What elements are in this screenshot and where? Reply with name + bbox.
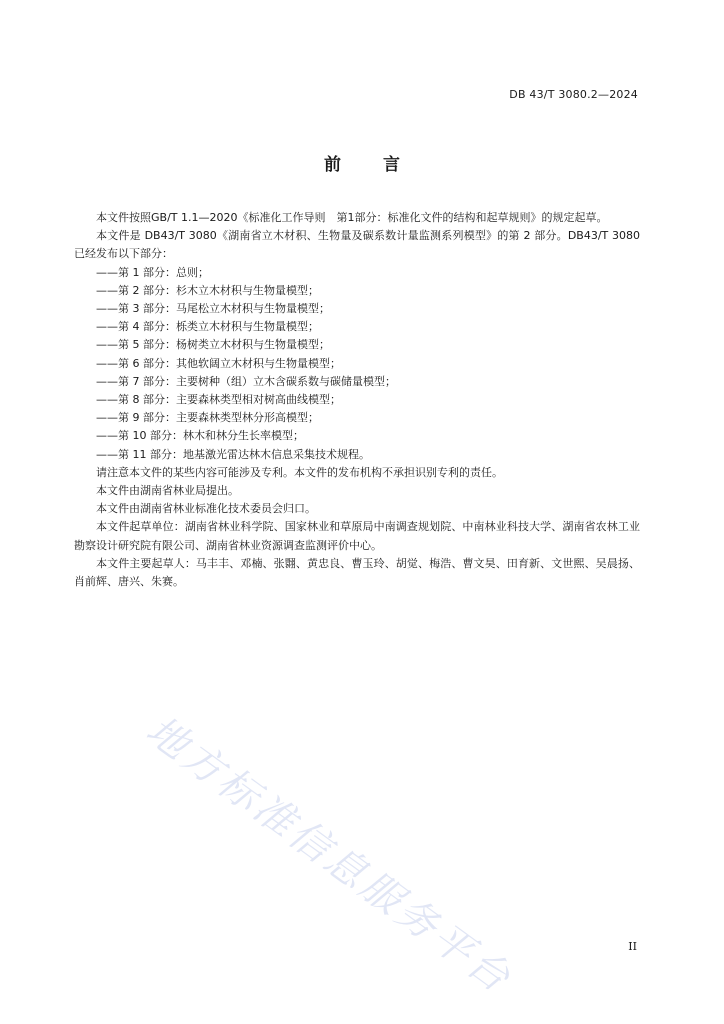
list-item: ——第 11 部分：地基激光雷达林木信息采集技术规程。 bbox=[96, 447, 370, 461]
parts-list bbox=[74, 264, 640, 464]
paragraph-patent-notice: 请注意本文件的某些内容可能涉及专利。本文件的发布机构不承担识别专利的责任。 bbox=[96, 465, 503, 479]
list-item: ——第 2 部分：杉木立木材积与生物量模型； bbox=[96, 283, 319, 297]
document-code: DB 43/T 3080.2—2024 bbox=[509, 88, 638, 101]
paragraph-series-intro: 本文件是 DB43/T 3080《湖南省立木材积、生物量及碳系数计量监测系列模型》的第 2 部分。DB43/T 3080 已经发布以下部分： bbox=[74, 229, 640, 261]
page-title: 前言 bbox=[324, 155, 442, 175]
list-item: ——第 10 部分：林木和林分生长率模型； bbox=[96, 429, 304, 443]
list-item: ——第 7 部分：主要树种（组）立木含碳系数与碳储量模型； bbox=[96, 374, 396, 388]
list-item: ——第 3 部分：马尾松立木材积与生物量模型； bbox=[96, 302, 330, 316]
list-item: ——第 1 部分：总则； bbox=[96, 265, 209, 279]
list-item: ——第 5 部分：杨树类立木材积与生物量模型； bbox=[96, 338, 330, 352]
paragraph-drafting-units: 本文件起草单位：湖南省林业科学院、国家林业和草原局中南调查规划院、中南林业科技大学、湖南省农林工业勘察设计研究院有限公司、湖南省林业资源调查监测评价中心。 bbox=[74, 520, 640, 552]
list-item: ——第 6 部分：其他软阔立木材积与生物量模型； bbox=[96, 356, 341, 370]
watermark: 地方标准信息服务平台 bbox=[137, 707, 521, 1004]
list-item: ——第 8 部分：主要森林类型相对树高曲线模型； bbox=[96, 393, 341, 407]
page-number: II bbox=[628, 940, 637, 953]
paragraph-drafting-rules: 本文件按照GB/T 1.1—2020《标准化工作导则 第1部分：标准化文件的结构和起草规则》的规定起草。 bbox=[96, 211, 608, 224]
list-item: ——第 4 部分：栎类立木材积与生物量模型； bbox=[96, 320, 319, 334]
paragraph-drafters: 本文件主要起草人：马丰丰、邓楠、张翾、黄忠良、曹玉玲、胡觉、梅浩、曹文昊、田育新、文世熙、吴晨扬、肖前辉、唐兴、朱赛。 bbox=[74, 556, 640, 589]
list-item: ——第 9 部分：主要森林类型林分形高模型； bbox=[96, 411, 319, 425]
paragraph-managed-by: 本文件由湖南省林业标准化技术委员会归口。 bbox=[96, 502, 316, 516]
foreword-body bbox=[74, 209, 640, 591]
paragraph-proposed-by: 本文件由湖南省林业局提出。 bbox=[96, 484, 239, 498]
